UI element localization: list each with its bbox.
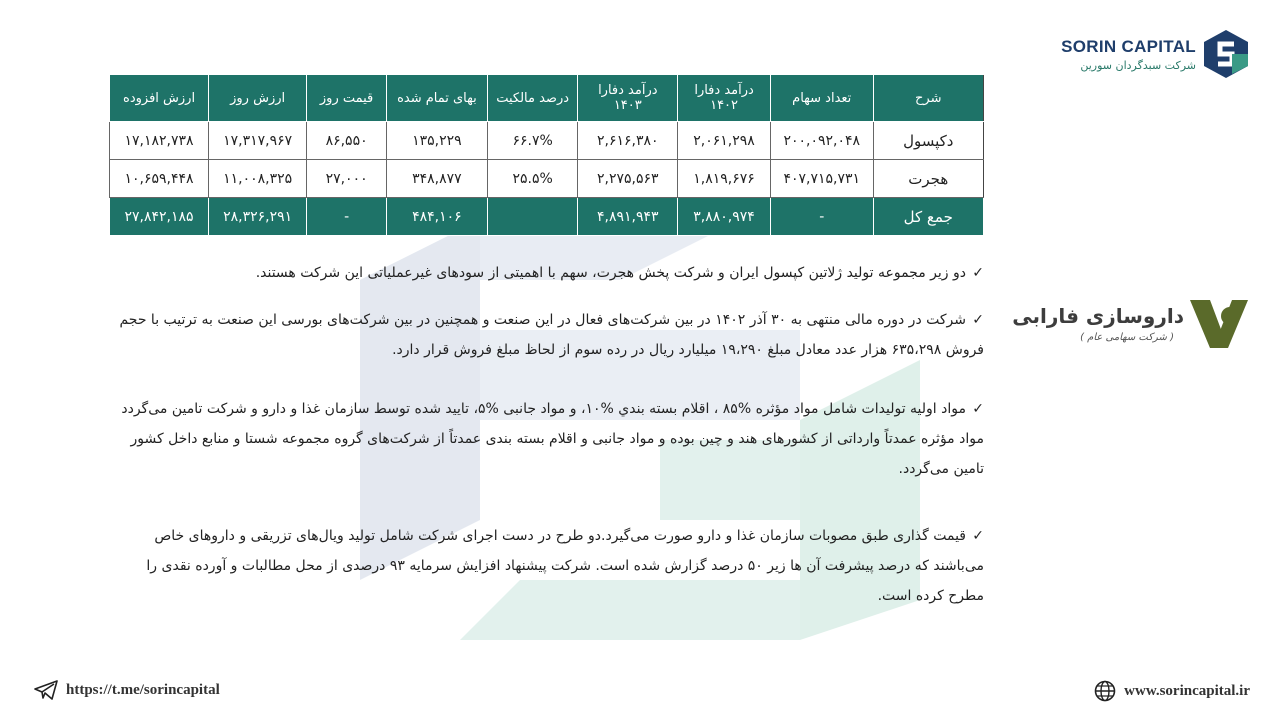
table-cell <box>487 198 578 236</box>
bullet-paragraph <box>109 258 984 288</box>
telegram-icon <box>34 680 58 700</box>
table-cell: ۱۷,۱۸۲,۷۳۸ <box>110 122 209 160</box>
table-cell: - <box>307 198 387 236</box>
table-cell: - <box>770 198 873 236</box>
check-icon: ✓ <box>972 528 984 544</box>
table-header: تعداد سهام <box>770 75 873 122</box>
table-cell: ۲۷,۰۰۰ <box>307 160 387 198</box>
table-row <box>110 122 984 160</box>
table-cell: ۱۷,۳۱۷,۹۶۷ <box>209 122 307 160</box>
table-cell: جمع کل <box>873 198 983 236</box>
table-header-row <box>110 75 984 122</box>
globe-icon <box>1094 680 1116 702</box>
table-cell: ۳,۸۸۰,۹۷۴ <box>678 198 771 236</box>
telegram-url[interactable]: https://t.me/sorincapital <box>66 681 220 698</box>
table-header: درآمد دفارا ۱۴۰۳ <box>578 75 678 122</box>
table-cell: ۲۸,۳۲۶,۲۹۱ <box>209 198 307 236</box>
table-cell: ۱۳۵,۲۲۹ <box>387 122 488 160</box>
company-mark-icon <box>1188 296 1250 352</box>
paragraph-text: شرکت در دوره مالی منتهی به ۳۰ آذر ۱۴۰۲ در بین شرکت‌های فعال در این صنعت و همچنین در بین شرکت‌های بورسی این صنعت به ترتیب با حجم فروش ۶۳۵،۲۹۸ هزار عدد معادل مبلغ ۱۹،۲۹۰ میلیارد ریال در رده سوم از لحاظ مبلغ فروش قرار دارد. <box>119 312 984 358</box>
table-cell: ۴,۸۹۱,۹۴۳ <box>578 198 678 236</box>
table-total-row <box>110 198 984 236</box>
check-icon: ✓ <box>972 312 984 328</box>
table-row <box>110 160 984 198</box>
table-cell: ۱۰,۶۵۹,۴۴۸ <box>110 160 209 198</box>
table-header: بهای تمام شده <box>387 75 488 122</box>
table-header: قیمت روز <box>307 75 387 122</box>
brand-subtitle: شرکت سبدگردان سورین <box>1080 58 1196 72</box>
table-cell: ۲,۶۱۶,۳۸۰ <box>578 122 678 160</box>
company-logo <box>1012 296 1250 356</box>
paragraph-text: قیمت گذاری طبق مصوبات سازمان غذا و دارو صورت می‌گیرد.دو طرح در دست اجرای شرکت شامل تولید ویال‌های تزریقی و داروهای خاص می‌باشند که درصد پیشرفت آن ها زیر ۵۰ درصد گزارش شده است. شرکت پیشنهاد افزایش سرمایه ۹۳ درصدی از محل مطالبات و آورده نقدی را مطرح کرده است. <box>146 528 984 604</box>
brand-logo <box>1061 30 1248 78</box>
check-icon: ✓ <box>972 401 984 417</box>
paragraph-text: مواد اولیه تولیدات شامل مواد مؤثره %۸۵ ، اقلام بسته بندي %۱۰، و مواد جانبی %۵، تایید شده توسط سازمان غذا و دارو و شرکت تامین می‌گردد مواد مؤثره عمدتاً وارداتی از کشورهای هند و چین بوده و مواد جانبی و اقلام بسته بندی عمدتاً از شرکت‌های گروه مجموعه شستا و منابع داخل کشور تامین می‌گردد. <box>121 401 984 477</box>
table-cell: ۳۴۸,۸۷۷ <box>387 160 488 198</box>
ownership-table <box>109 74 984 236</box>
table-cell: ۸۶,۵۵۰ <box>307 122 387 160</box>
company-name: داروسازی فارابی <box>1012 304 1184 328</box>
brand-name: SORIN CAPITAL <box>1061 36 1196 56</box>
table-cell: ۶۶.۷% <box>487 122 578 160</box>
table-cell: دکپسول <box>873 122 983 160</box>
table-cell: ۲,۲۷۵,۵۶۳ <box>578 160 678 198</box>
telegram-link[interactable] <box>34 680 220 700</box>
table-header: ارزش روز <box>209 75 307 122</box>
brand-mark-icon <box>1204 30 1248 78</box>
table-header: ارزش افزوده <box>110 75 209 122</box>
website-url[interactable]: www.sorincapital.ir <box>1124 682 1250 699</box>
table-cell: ۲,۰۶۱,۲۹۸ <box>678 122 771 160</box>
paragraph-text: دو زیر مجموعه تولید ژلاتین کپسول ایران و شرکت پخش هجرت، سهم با اهمیتی از سودهای غیرعملیاتی این شرکت هستند. <box>255 265 966 281</box>
table-cell: هجرت <box>873 160 983 198</box>
table-cell: ۴۰۷,۷۱۵,۷۳۱ <box>770 160 873 198</box>
table-cell: ۱,۸۱۹,۶۷۶ <box>678 160 771 198</box>
table-cell: ۲۰۰,۰۹۲,۰۴۸ <box>770 122 873 160</box>
bullet-paragraph <box>109 521 984 611</box>
table-cell: ۲۵.۵% <box>487 160 578 198</box>
table-cell: ۴۸۴,۱۰۶ <box>387 198 488 236</box>
bullet-paragraph <box>109 305 984 365</box>
table-header: شرح <box>873 75 983 122</box>
table-header: درصد مالکیت <box>487 75 578 122</box>
bullet-paragraph <box>109 394 984 484</box>
check-icon: ✓ <box>972 265 984 281</box>
table-cell: ۱۱,۰۰۸,۳۲۵ <box>209 160 307 198</box>
table-cell: ۲۷,۸۴۲,۱۸۵ <box>110 198 209 236</box>
website-link[interactable] <box>1094 680 1250 702</box>
company-subtitle: ( شرکت سهامی عام ) <box>1080 332 1174 343</box>
table-header: درآمد دفارا ۱۴۰۲ <box>678 75 771 122</box>
